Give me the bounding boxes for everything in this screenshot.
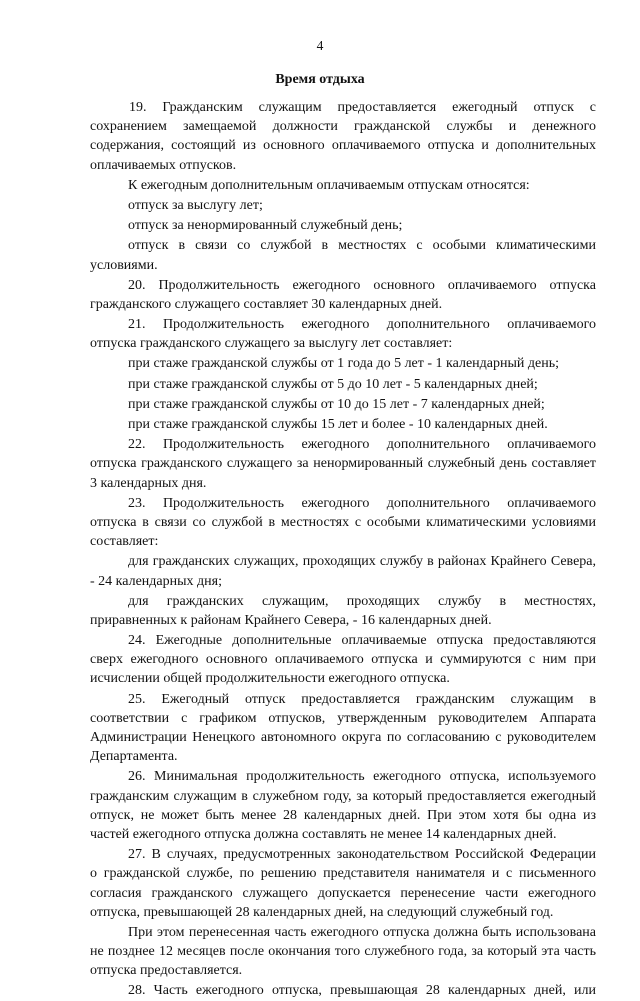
text-line: 27. В случаях, предусмотренных законодательством Российской Федерации — [128, 847, 596, 863]
text-line: гражданского служащего составляет 30 календарных дней. — [90, 296, 443, 312]
text-line: сохранением замещаемой должности гражданской службы и денежного — [90, 119, 596, 135]
text-line: для гражданских служащих, проходящих службу в районах Крайнего Севера, — [128, 554, 596, 570]
text-line: гражданским служащим в служебном году, за который предоставляется ежегодный — [90, 788, 596, 804]
text-line: 25. Ежегодный отпуск предоставляется гражданским служащим в — [128, 691, 596, 707]
text-line: 23. Продолжительность ежегодного дополнительного оплачиваемого — [128, 495, 596, 511]
text-line: отпуска гражданского служащего за выслугу лет составляет: — [90, 336, 453, 352]
text-line: составляет: — [90, 534, 159, 550]
text-line: Департамента. — [90, 749, 178, 765]
text-line: отпуска, превышающей 28 календарных дней, на следующий служебный год. — [90, 904, 554, 920]
text-line: соответствии с графиком отпусков, утвержденным руководителем Аппарата — [90, 710, 596, 726]
text-line: отпуск за выслугу лет; — [128, 197, 263, 213]
text-line: отпуск за ненормированный служебный день; — [128, 218, 403, 234]
text-line: 28. Часть ежегодного отпуска, превышающая 28 календарных дней, или — [128, 983, 596, 999]
text-line: 24. Ежегодные дополнительные оплачиваемые отпуска предоставляются — [128, 633, 596, 649]
text-line: К ежегодным дополнительным оплачиваемым отпускам относятся: — [128, 177, 530, 193]
text-line: для гражданских служащим, проходящих службу в местностях, — [128, 593, 596, 609]
document-body — [90, 98, 596, 1001]
text-line: частей ежегодного отпуска должна составлять не менее 14 календарных дней. — [90, 826, 557, 842]
text-line: приравненных к районам Крайнего Севера, - 16 календарных дней. — [90, 612, 492, 628]
text-line: условиями. — [90, 257, 158, 273]
text-line: отпуск в связи со службой в местностях с особыми климатическими — [128, 238, 596, 254]
section-heading: Время отдыха — [275, 72, 365, 87]
text-line: о гражданской службе, по решению представителя нанимателя и с письменного — [90, 866, 596, 882]
text-line: при стаже гражданской службы от 10 до 15 лет - 7 календарных дней; — [128, 396, 545, 412]
text-line: 20. Продолжительность ежегодного основного оплачиваемого отпуска — [128, 277, 596, 293]
text-line: при стаже гражданской службы от 5 до 10 лет - 5 календарных дней; — [128, 376, 538, 392]
text-line: - 24 календарных дня; — [90, 573, 222, 589]
text-line: Администрации Ненецкого автономного округа по согласованию с руководителем — [90, 730, 596, 745]
text-line: отпуска гражданского служащего за ненормированный служебный день составляет — [90, 456, 596, 472]
text-line: отпуск, не может быть менее 28 календарных дней. При этом хотя бы одна из — [90, 807, 596, 823]
text-line: при стаже гражданской службы 15 лет и более - 10 календарных дней. — [128, 417, 548, 432]
page-number: 4 — [316, 38, 324, 53]
text-line: 3 календарных дня. — [90, 475, 207, 491]
text-line: отпуска в связи со службой в местностях с особыми климатическими условиями — [90, 514, 596, 530]
text-line: исчислении общей продолжительности ежегодного отпуска. — [90, 671, 450, 687]
text-line: содержания, состоящий из основного оплачиваемого отпуска и дополнительных — [90, 138, 596, 154]
text-line: 19. Гражданским служащим предоставляется ежегодный отпуск с — [129, 100, 596, 115]
text-line: 21. Продолжительность ежегодного дополнительного оплачиваемого — [128, 317, 596, 333]
text-line: отпуска предоставляется. — [90, 963, 243, 979]
text-line: не позднее 12 месяцев после окончания того служебного года, за который эта часть — [90, 944, 596, 960]
text-line: 22. Продолжительность ежегодного дополнительного оплачиваемого — [128, 437, 596, 453]
text-line: согласия гражданского служащего допускается перенесение части ежегодного — [90, 885, 596, 901]
text-line: При этом перенесенная часть ежегодного отпуска должна быть использована — [128, 924, 596, 940]
text-line: оплачиваемых отпусков. — [90, 157, 237, 173]
text-line: сверх ежегодного основного оплачиваемого отпуска и суммируются с ним при — [90, 652, 596, 668]
text-line: при стаже гражданской службы от 1 года до 5 лет - 1 календарный день; — [128, 356, 560, 372]
text-line: 26. Минимальная продолжительность ежегодного отпуска, используемого — [128, 769, 596, 785]
